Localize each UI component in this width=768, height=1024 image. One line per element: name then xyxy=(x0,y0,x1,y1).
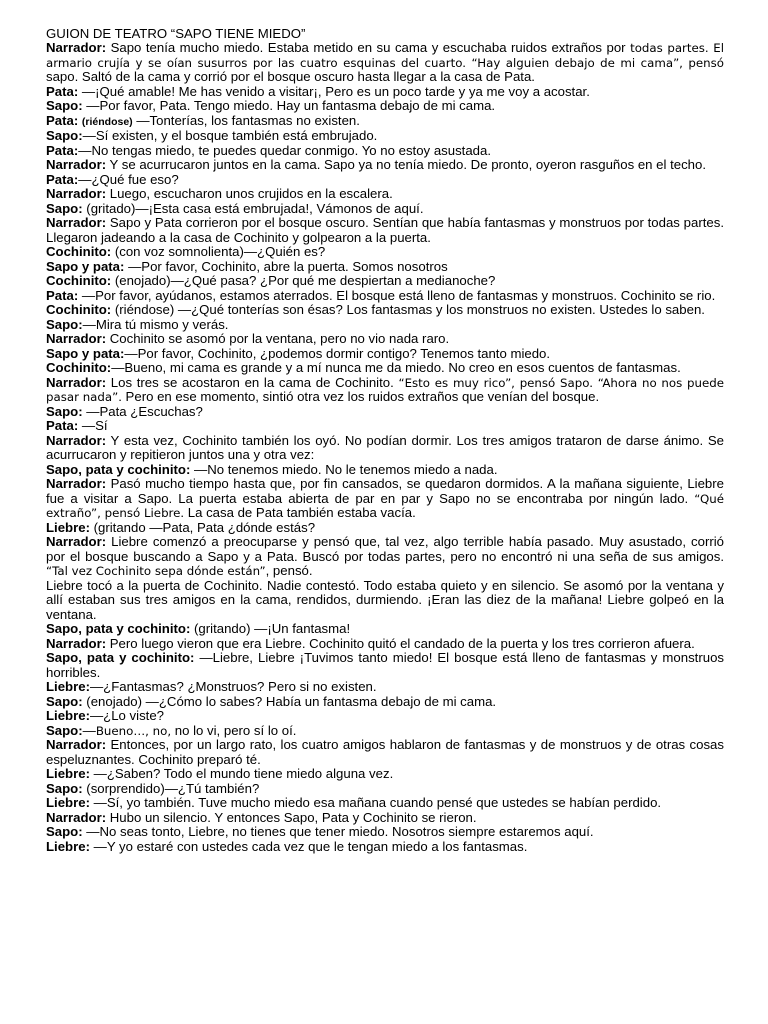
dialogue-line xyxy=(46,361,724,376)
dialogue-text: Y esta vez, Cochinito también los oyó. No podían dormir. Los tres amigos trataron de darse ánimo. Se acurrucaron y repitieron juntos una y otra vez: xyxy=(46,432,724,462)
speaker-name: Pata: xyxy=(46,142,79,158)
dialogue-text: —Por favor, ayúdanos, estamos aterrados. El bosque está lleno de fantasmas y monstruos. Cochinito se rio. xyxy=(78,287,716,303)
inner-thought-text: “Esto es muy rico”, pensó Sapo. “Ahora no nos puede pasar nada” xyxy=(46,375,724,404)
dialogue-text: —No tenemos miedo. No le tenemos miedo a nada. xyxy=(190,461,498,477)
dialogue-text: no lo vi, pero sí lo oí. xyxy=(171,722,297,738)
dialogue-line xyxy=(46,782,724,797)
dialogue-text: —Tonterías, los fantasmas no existen. xyxy=(132,112,360,128)
dialogue-line xyxy=(46,289,724,304)
dialogue-text: . Pero en ese momento, sintió otra vez los ruidos extraños que venían del bosque. xyxy=(118,389,600,404)
dialogue-line xyxy=(46,651,724,680)
speaker-name: Pata: xyxy=(46,112,79,128)
dialogue-text: Hubo un silencio. Y entonces Sapo, Pata y Cochinito se rieron. xyxy=(106,809,477,825)
dialogue-text: (enojado) —¿Cómo lo sabes? Había un fantasma debajo de mi cama. xyxy=(82,693,497,709)
dialogue-text: Pasó mucho tiempo hasta que, por fin cansados, se quedaron dormidos. A la mañana siguiente, Liebre fue a visitar a Sapo. La puerta estaba abierta de par en par y Sapo no se encontraba por ningún lado. xyxy=(46,476,724,506)
dialogue-text: (enojado)—¿Qué pasa? ¿Por qué me despiertan a medianoche? xyxy=(111,273,496,288)
dialogue-line xyxy=(46,260,724,275)
dialogue-text: —Sí, yo también. Tuve mucho miedo esa mañana cuando pensé que ustedes se habían perdido. xyxy=(89,795,662,810)
dialogue-line xyxy=(46,405,724,420)
dialogue-line xyxy=(46,680,724,695)
dialogue-text: —¿Lo viste? xyxy=(89,708,164,723)
speaker-name: Narrador: xyxy=(46,374,107,390)
speaker-name: Narrador: xyxy=(46,737,107,752)
speaker-name: Liebre: xyxy=(46,838,90,854)
speaker-name: Sapo: xyxy=(46,403,83,419)
speaker-name: Sapo: xyxy=(46,780,83,796)
speaker-name: Pata: xyxy=(46,418,79,433)
dialogue-line xyxy=(46,202,724,217)
speaker-name: Narrador: xyxy=(46,809,107,825)
inner-thought-text: Bueno…, no, xyxy=(95,723,172,738)
dialogue-text: sapo. Saltó de la cama y corrió por el bosque oscuro hasta llegar a la casa de Pata. xyxy=(46,69,535,84)
dialogue-line xyxy=(46,303,724,318)
speaker-name: Pata: xyxy=(46,287,79,303)
dialogue-line xyxy=(46,216,724,245)
speaker-name: Narrador: xyxy=(46,215,107,230)
document-title: GUION DE TEATRO “SAPO TIENE MIEDO” xyxy=(46,26,306,41)
dialogue-text: (con voz somnolienta)—¿Quién es? xyxy=(111,244,326,259)
speaker-name: Narrador: xyxy=(46,331,107,346)
dialogue-line xyxy=(46,767,724,782)
dialogue-line xyxy=(46,376,724,405)
inner-thought-text: “Qué extraño”, pensó Liebre xyxy=(46,491,724,520)
dialogue-text: (gritado)—¡Esta casa está embrujada!, Vámonos de aquí. xyxy=(82,200,424,216)
speaker-name: Sapo, pata y cochinito: xyxy=(46,650,195,665)
dialogue-line xyxy=(46,796,724,811)
dialogue-text: —No tengas miedo, te puedes quedar conmigo. Yo no estoy asustada. xyxy=(78,142,492,158)
speaker-name: Cochinito: xyxy=(46,244,112,259)
dialogue-line xyxy=(46,521,724,536)
dialogue-text: —No seas tonto, Liebre, no tienes que tener miedo. Nosotros siempre estaremos aquí. xyxy=(82,824,594,839)
speaker-name: Liebre: xyxy=(46,795,90,810)
speaker-name: Sapo y pata: xyxy=(46,258,125,274)
dialogue-text: , pensó. xyxy=(265,563,313,578)
speaker-name: Sapo: xyxy=(46,98,83,113)
speaker-name: Narrador: xyxy=(46,40,107,55)
dialogue-text: Luego, escucharon unos crujidos en la escalera. xyxy=(106,186,393,201)
inner-thought-text: “Tal vez Cochinito sepa dónde están” xyxy=(46,564,266,578)
dialogue-line xyxy=(46,173,724,188)
dialogue-text: (gritando —Pata, Pata ¿dónde estás? xyxy=(89,519,316,535)
dialogue-line xyxy=(46,811,724,826)
dialogue-line xyxy=(46,129,724,144)
dialogue-line xyxy=(46,622,724,637)
dialogue-line xyxy=(46,347,724,362)
dialogue-line xyxy=(46,318,724,333)
dialogue-text: —Liebre, Liebre ¡Tuvimos tanto miedo! El bosque está lleno de fantasmas y monstruos horribles. xyxy=(46,650,724,680)
dialogue-line xyxy=(46,477,724,521)
dialogue-line xyxy=(46,434,724,463)
dialogue-text: Entonces, por un largo rato, los cuatro amigos hablaron de fantasmas y de monstruos y de otras cosas espeluznantes. Cochinito preparó té. xyxy=(46,737,724,767)
speaker-name: Narrador: xyxy=(46,534,107,549)
speaker-name: Liebre: xyxy=(46,708,90,723)
dialogue-text: —Por favor, Cochinito, ¿podemos dormir contigo? Tenemos tanto miedo. xyxy=(124,345,551,361)
dialogue-text: —¿Qué fue eso? xyxy=(78,171,179,187)
dialogue-text: Sapo tenía mucho miedo. Estaba metido en su cama y escuchaba ruidos extraños por xyxy=(106,40,631,55)
speaker-name: Sapo: xyxy=(46,200,83,216)
dialogue-text: —Y yo estaré con ustedes cada vez que le tengan miedo a los fantasmas. xyxy=(89,838,528,854)
speaker-name: Cochinito: xyxy=(46,273,112,288)
speaker-name: Liebre: xyxy=(46,766,90,781)
speaker-name: Cochinito: xyxy=(46,360,112,375)
speaker-name: Sapo: xyxy=(46,722,83,738)
dialogue-text: —Sí xyxy=(78,418,108,433)
dialogue-line xyxy=(46,99,724,114)
dialogue-text: — xyxy=(82,722,96,738)
dialogue-line xyxy=(46,332,724,347)
dialogue-text: (sorprendido)—¿Tú también? xyxy=(82,780,260,796)
inner-thought-text: todas partes. El armario crujía y se oían susurros por las cuatro esquinas del cuarto. “Hay alguien debajo de mi cama”, pensó xyxy=(46,41,724,70)
dialogue-text: —¡Qué amable! Me has venido a visitar¡, Pero es un poco tarde y ya me voy a acostar. xyxy=(78,83,590,99)
speaker-name: Narrador: xyxy=(46,476,107,491)
speaker-name: Pata: xyxy=(46,171,79,187)
dialogue-text: —Mira tú mismo y verás. xyxy=(82,316,229,332)
dialogue-text: . La casa de Pata también estaba vacía. xyxy=(180,505,416,520)
dialogue-line xyxy=(46,738,724,767)
dialogue-line xyxy=(46,724,724,739)
dialogue-line xyxy=(46,825,724,840)
dialogue-text: —Sí existen, y el bosque también está embrujado. xyxy=(82,128,378,143)
dialogue-line xyxy=(46,41,724,85)
dialogue-line xyxy=(46,535,724,579)
speaker-name: Sapo: xyxy=(46,693,83,709)
dialogue-line xyxy=(46,245,724,260)
dialogue-text: Los tres se acostaron en la cama de Cochinito. xyxy=(106,374,399,390)
dialogue-line xyxy=(46,637,724,652)
dialogue-text: —Por favor, Cochinito, abre la puerta. Somos nosotros xyxy=(124,258,448,274)
speaker-name: Cochinito: xyxy=(46,302,112,317)
speaker-name: Sapo: xyxy=(46,128,83,143)
dialogue-text: Liebre tocó a la puerta de Cochinito. Nadie contestó. Todo estaba quieto y en silencio. Se asomó por la ventana y allí estaban sus tres amigos en la cama, rendidos, durmiendo. ¡Eran las diez de la mañana! Liebre golpeó en la ventana. xyxy=(46,577,724,622)
dialogue-line xyxy=(46,695,724,710)
dialogue-text: Sapo y Pata corrieron por el bosque oscuro. Sentían que había fantasmas y monstruos por todas partes. Llegaron jadeando a la casa de Cochinito y golpearon a la puerta. xyxy=(46,215,724,245)
speaker-name: Pata: xyxy=(46,83,79,99)
dialogue-text: Pero luego vieron que era Liebre. Cochinito quitó el candado de la puerta y los tres corrieron afuera. xyxy=(106,635,695,651)
dialogue-text: —Bueno, mi cama es grande y a mí nunca me da miedo. No creo en esos cuentos de fantasmas. xyxy=(111,360,681,375)
dialogue-line xyxy=(46,579,724,623)
speaker-name: Sapo y pata: xyxy=(46,345,125,361)
dialogue-line xyxy=(46,158,724,173)
speaker-name: Liebre: xyxy=(46,519,90,535)
dialogue-text: —¿Saben? Todo el mundo tiene miedo alguna vez. xyxy=(89,766,394,781)
speaker-name: Sapo: xyxy=(46,824,83,839)
dialogue-line xyxy=(46,85,724,100)
speaker-name: Narrador: xyxy=(46,432,107,448)
dialogue-line xyxy=(46,840,724,855)
dialogue-text: Y se acurrucaron juntos en la cama. Sapo ya no tenía miedo. De pronto, oyeron rasguños en el techo. xyxy=(106,157,707,172)
dialogue-line xyxy=(46,187,724,202)
dialogue-line xyxy=(46,144,724,159)
dialogue-text: —Por favor, Pata. Tengo miedo. Hay un fantasma debajo de mi cama. xyxy=(82,98,496,113)
dialogue-line xyxy=(46,463,724,478)
speaker-name: Sapo: xyxy=(46,316,83,332)
speaker-name: Narrador: xyxy=(46,635,107,651)
stage-direction: (riéndose) xyxy=(81,115,133,128)
dialogue-text: Liebre comenzó a preocuparse y pensó que, tal vez, algo terrible había pasado. Muy asustado, corrió por el bosque buscando a Sapo y a Pata. Buscó por todas partes, pero no encontró ni una seña de sus amigos. xyxy=(46,534,724,564)
speaker-name: Sapo, pata y cochinito: xyxy=(46,461,191,477)
speaker-name: Narrador: xyxy=(46,157,107,172)
speaker-name: Sapo, pata y cochinito: xyxy=(46,621,191,636)
dialogue-line xyxy=(46,419,724,434)
speaker-name: Liebre: xyxy=(46,679,90,694)
dialogue-text: —¿Fantasmas? ¿Monstruos? Pero si no existen. xyxy=(89,679,377,694)
dialogue-text: (gritando) —¡Un fantasma! xyxy=(190,621,351,636)
dialogue-line xyxy=(46,114,724,130)
dialogue-text: (riéndose) —¿Qué tonterías son ésas? Los fantasmas y los monstruos no existen. Ustedes lo saben. xyxy=(111,302,705,317)
dialogue-text: Cochinito se asomó por la ventana, pero no vio nada raro. xyxy=(106,331,450,346)
dialogue-text: —Pata ¿Escuchas? xyxy=(82,403,203,419)
dialogue-line xyxy=(46,274,724,289)
dialogue-line xyxy=(46,709,724,724)
speaker-name: Narrador: xyxy=(46,186,107,201)
dialogue-list xyxy=(46,41,724,854)
